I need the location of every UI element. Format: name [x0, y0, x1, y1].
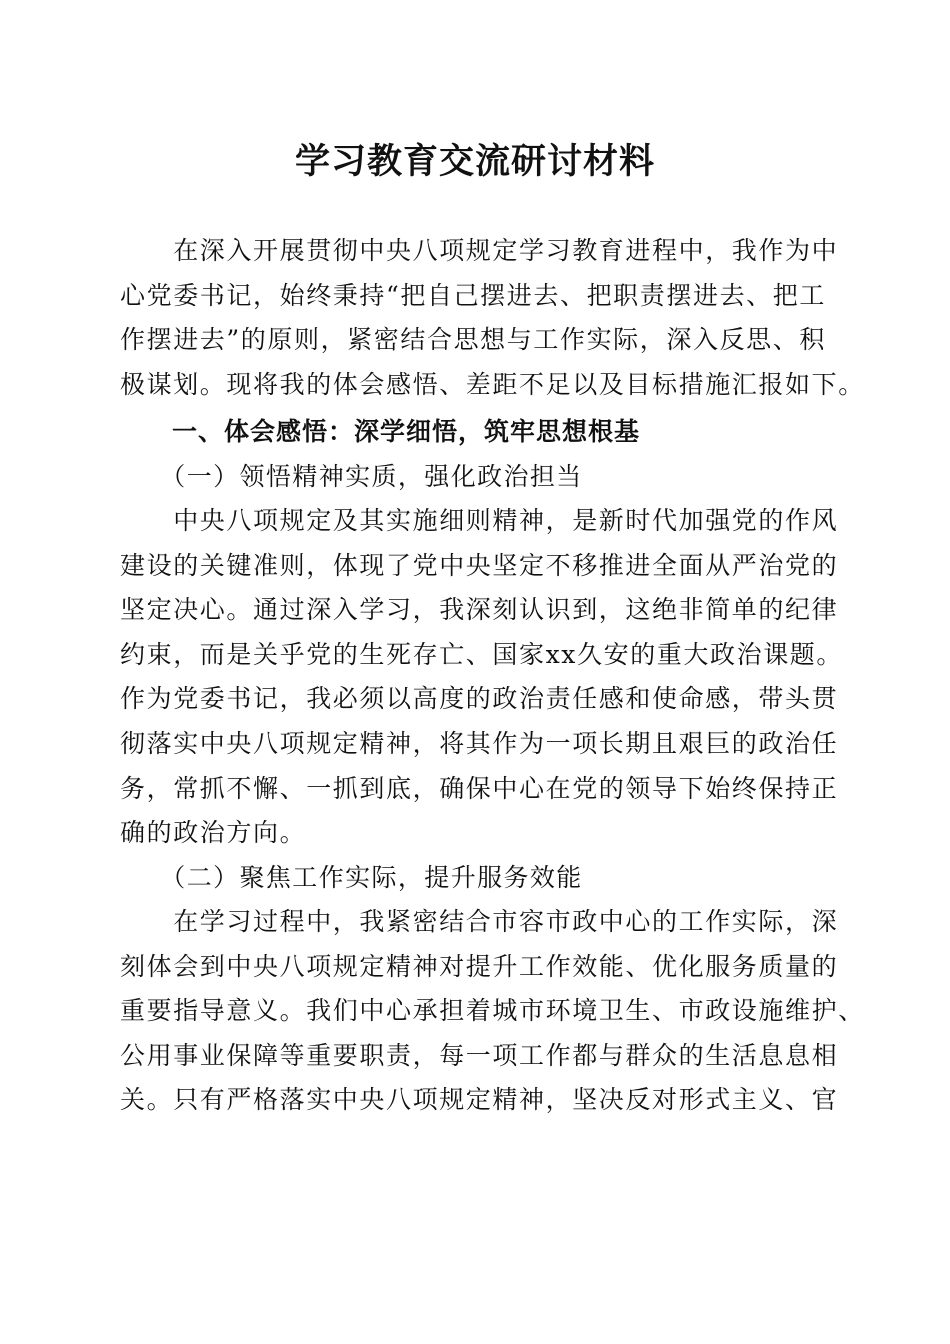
intro-line: 在深入开展贯彻中央八项规定学习教育进程中，我作为中	[120, 236, 839, 265]
intro-paragraph	[120, 229, 865, 407]
paragraph-line: 约束，而是关乎党的生死存亡、国家xx久安的重大政治课题。	[120, 639, 844, 669]
paragraph-line: 彻落实中央八项规定精神，将其作为一项长期且艰巨的政治任	[120, 728, 839, 758]
paragraph-line: 建设的关键准则，体现了党中央坚定不移推进全面从严治党的	[120, 550, 839, 580]
intro-line: 极谋划。现将我的体会感悟、差距不足以及目标措施汇报如下。	[120, 369, 865, 399]
paragraph-line: 重要指导意义。我们中心承担着城市环境卫生、市政设施维护、	[120, 996, 865, 1026]
subsection-heading-text: （二）聚焦工作实际，提升服务效能	[120, 863, 583, 892]
paragraph-line: 中央八项规定及其实施细则精神，是新时代加强党的作风	[120, 506, 839, 535]
section-heading-text: 一、体会感悟：深学细悟，筑牢思想根基	[120, 417, 641, 446]
subsection-heading-2	[120, 856, 832, 901]
subsection-heading-1	[120, 455, 832, 500]
subsection-heading-text: （一）领悟精神实质，强化政治担当	[120, 462, 583, 491]
intro-line: 心党委书记，始终秉持“把自己摆进去、把职责摆进去、把工	[120, 280, 826, 310]
subsection-1-paragraph	[120, 499, 844, 856]
document-title: 学习教育交流研讨材料	[294, 142, 655, 182]
intro-line: 作摆进去”的原则，紧密结合思想与工作实际，深入反思、积	[120, 325, 826, 355]
section-heading-1	[120, 410, 832, 455]
paragraph-line: 确的政治方向。	[120, 818, 307, 848]
paragraph-line: 刻体会到中央八项规定精神对提升工作效能、优化服务质量的	[120, 951, 839, 981]
paragraph-line: 公用事业保障等重要职责，每一项工作都与群众的生活息息相	[120, 1040, 839, 1070]
paragraph-line: 在学习过程中，我紧密结合市容市政中心的工作实际，深	[120, 907, 839, 936]
paragraph-line: 关。只有严格落实中央八项规定精神，坚决反对形式主义、官	[120, 1085, 839, 1115]
paragraph-line: 作为党委书记，我必须以高度的政治责任感和使命感，带头贯	[120, 684, 839, 714]
paragraph-line: 坚定决心。通过深入学习，我深刻认识到，这绝非简单的纪律	[120, 595, 839, 625]
subsection-2-paragraph	[120, 900, 865, 1123]
paragraph-line: 务，常抓不懈、一抓到底，确保中心在党的领导下始终保持正	[120, 773, 839, 803]
